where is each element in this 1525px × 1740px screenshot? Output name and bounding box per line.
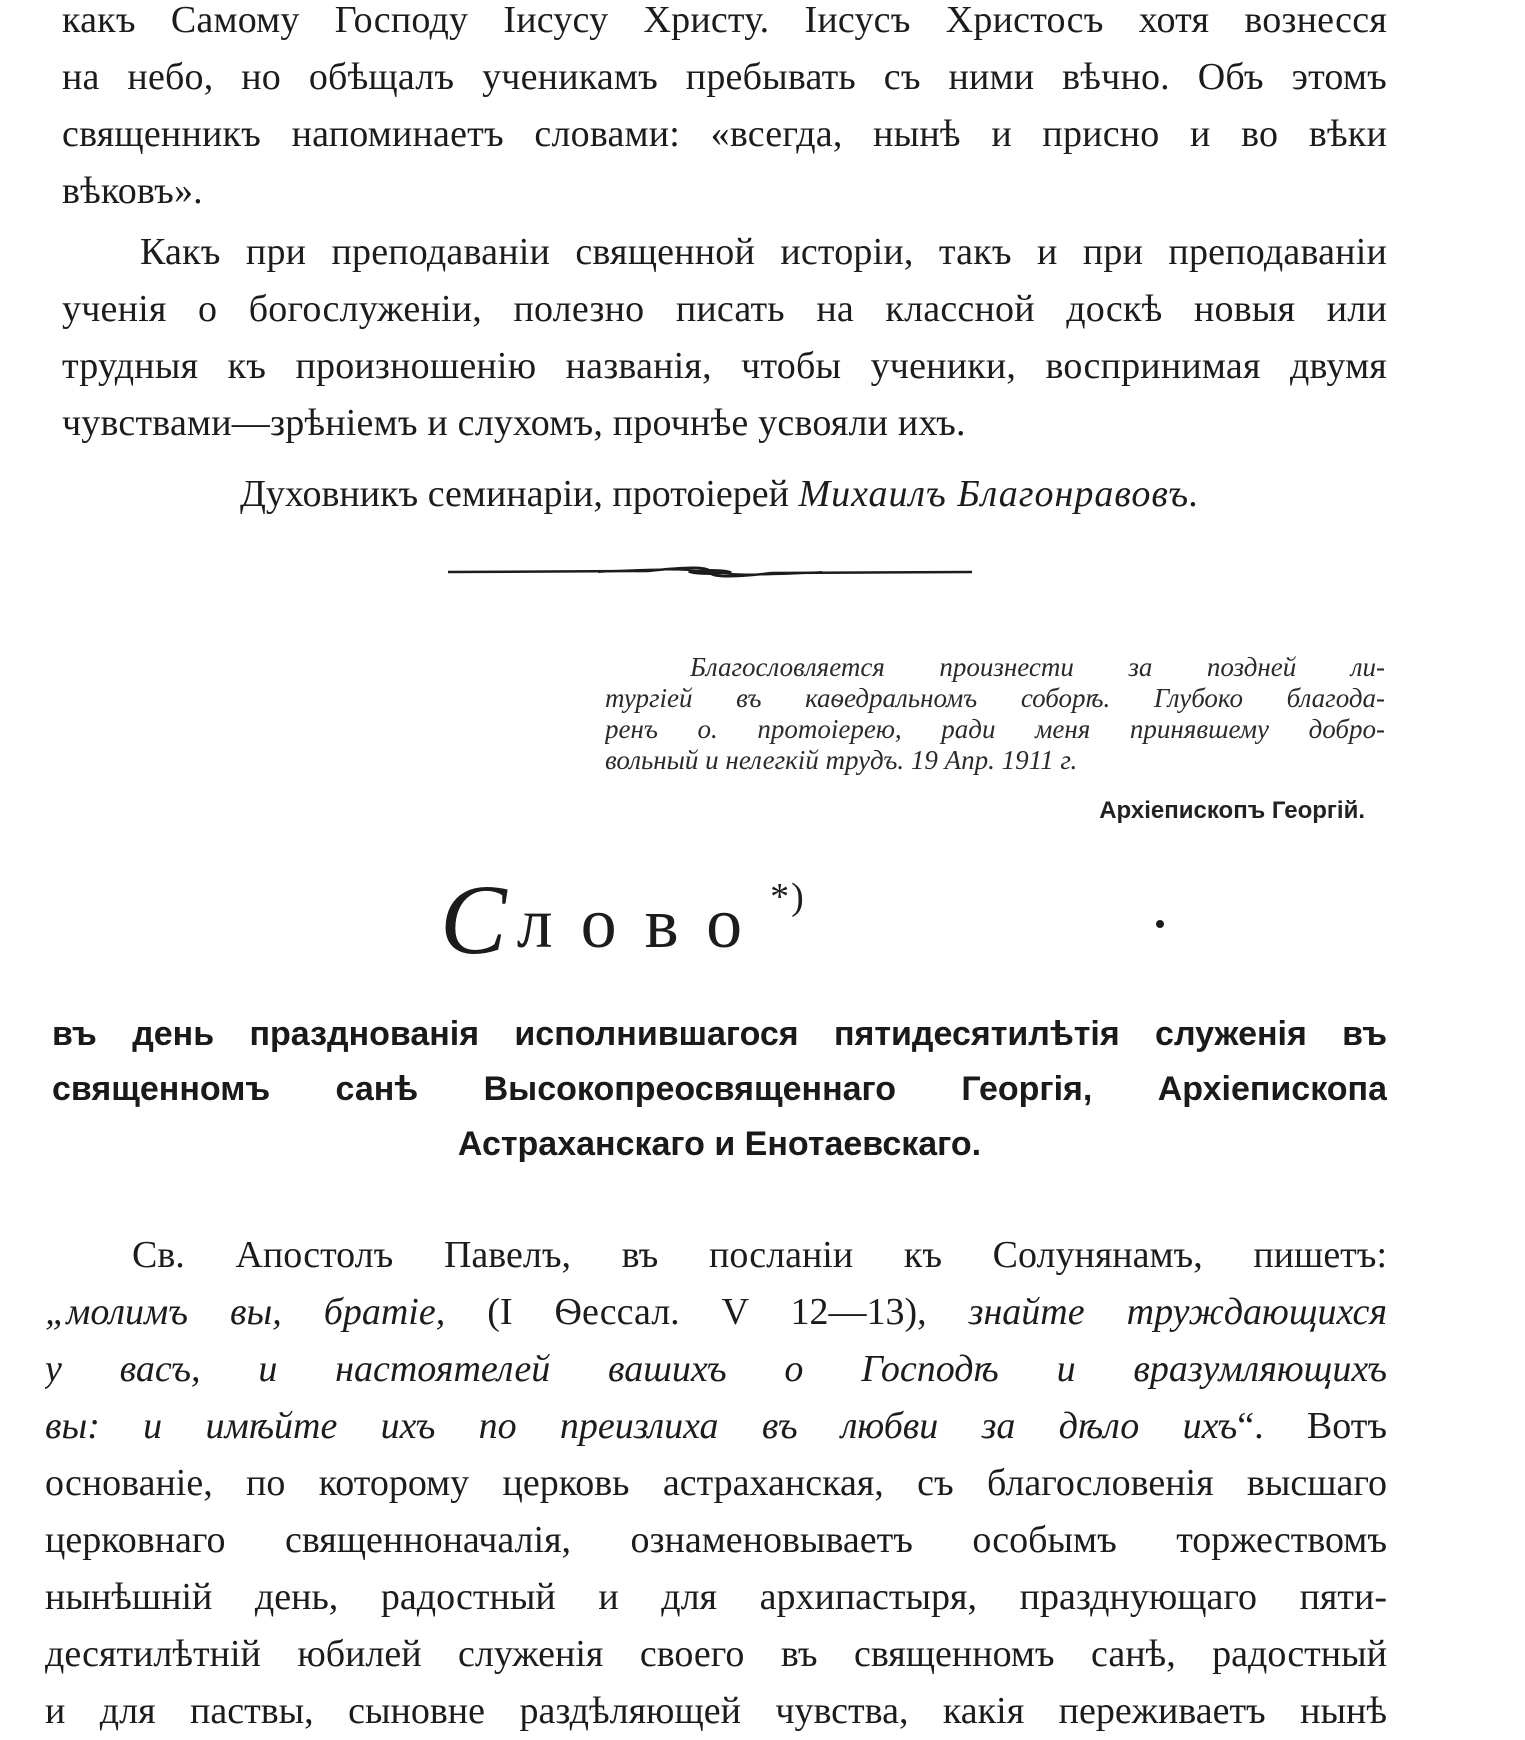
subtitle-line: священномъ санѣ Высокопреосвященнаго Георгія, Архіепископа [52, 1070, 1387, 1108]
scripture-quote: знайте труждающихся [968, 1291, 1387, 1333]
text-line: чувствами—зрѣніемъ и слухомъ, прочнѣе усвояли ихъ. [62, 402, 966, 444]
ornamental-divider [448, 560, 972, 584]
footnote-mark: *) [770, 876, 806, 918]
sermon-heading [440, 852, 806, 975]
epigraph-line: вольный и нелегкій трудъ. 19 Апр. 1911 г. [605, 745, 1078, 775]
text-line: ученія о богослуженіи, полезно писать на классной доскѣ новыя или [62, 288, 1387, 330]
scripture-quote: у васъ, и настоятелей вашихъ о Господѣ и вразумляющихъ [45, 1348, 1387, 1390]
heading-initial: С [440, 864, 517, 975]
text-line: Св. Апостолъ Павелъ, въ посланіи къ Солунянамъ, пишетъ: [132, 1234, 1387, 1276]
stray-dot [1156, 920, 1164, 928]
subtitle-line: Астраханскаго и Енотаевскаго. [457, 1125, 982, 1163]
epigraph-line: ренъ о. протоіерею, ради меня принявшему добро- [605, 714, 1385, 744]
approval-signature: Архіепископъ Георгій. [1099, 797, 1365, 824]
epigraph-line: Благословляется произнести за поздней ли- [690, 652, 1385, 682]
heading-word: лово [516, 883, 771, 963]
text-line: нынѣшній день, радостный и для архипастыря, празднующаго пяти- [45, 1576, 1387, 1618]
text-line: Какъ при преподаваніи священной исторіи, такъ и при преподаваніи [140, 231, 1387, 273]
text-line: и для паствы, сыновне раздѣляющей чувства, какія переживаетъ нынѣ [45, 1690, 1387, 1732]
text-line: вѣковъ». [62, 170, 203, 212]
text-fragment: “. Вотъ [1237, 1405, 1387, 1447]
text-line: трудныя къ произношенію названія, чтобы ученики, воспринимая двумя [62, 345, 1387, 387]
text-line: основаніе, по которому церковь астраханская, съ благословенія высшаго [45, 1462, 1387, 1504]
scripture-reference: (I Ѳессал. V 12—13), [445, 1291, 969, 1333]
epigraph-line: тургіей въ каѳедральномъ соборѣ. Глубоко благода- [605, 683, 1385, 713]
text-line: какъ Самому Господу Іисусу Христу. Іисусъ Христосъ хотя вознесся [62, 0, 1387, 41]
author-signature [240, 466, 1200, 523]
author-name: Михаилъ Благонравовъ. [798, 473, 1200, 515]
text-line: церковнаго священноначалія, ознаменовываетъ особымъ торжествомъ [45, 1519, 1387, 1561]
text-line: священникъ напоминаетъ словами: «всегда, нынѣ и присно и во вѣки [62, 113, 1387, 155]
text-line [45, 1284, 1387, 1341]
text-line [45, 1398, 1387, 1455]
scripture-quote: „молимъ вы, братіе, [45, 1291, 446, 1333]
text-line: десятилѣтній юбилей служенія своего въ священномъ санѣ, радостный [45, 1633, 1387, 1675]
scripture-quote: вы: и имѣйте ихъ по преизлиха въ любви за дѣло ихъ [45, 1405, 1238, 1447]
text-line: на небо, но обѣщалъ ученикамъ пребывать съ ними вѣчно. Объ этомъ [62, 56, 1387, 98]
author-title: Духовникъ семинаріи, протоіерей [240, 473, 799, 515]
subtitle-line: въ день празднованія исполнившагося пятидесятилѣтія служенія въ [52, 1015, 1387, 1053]
